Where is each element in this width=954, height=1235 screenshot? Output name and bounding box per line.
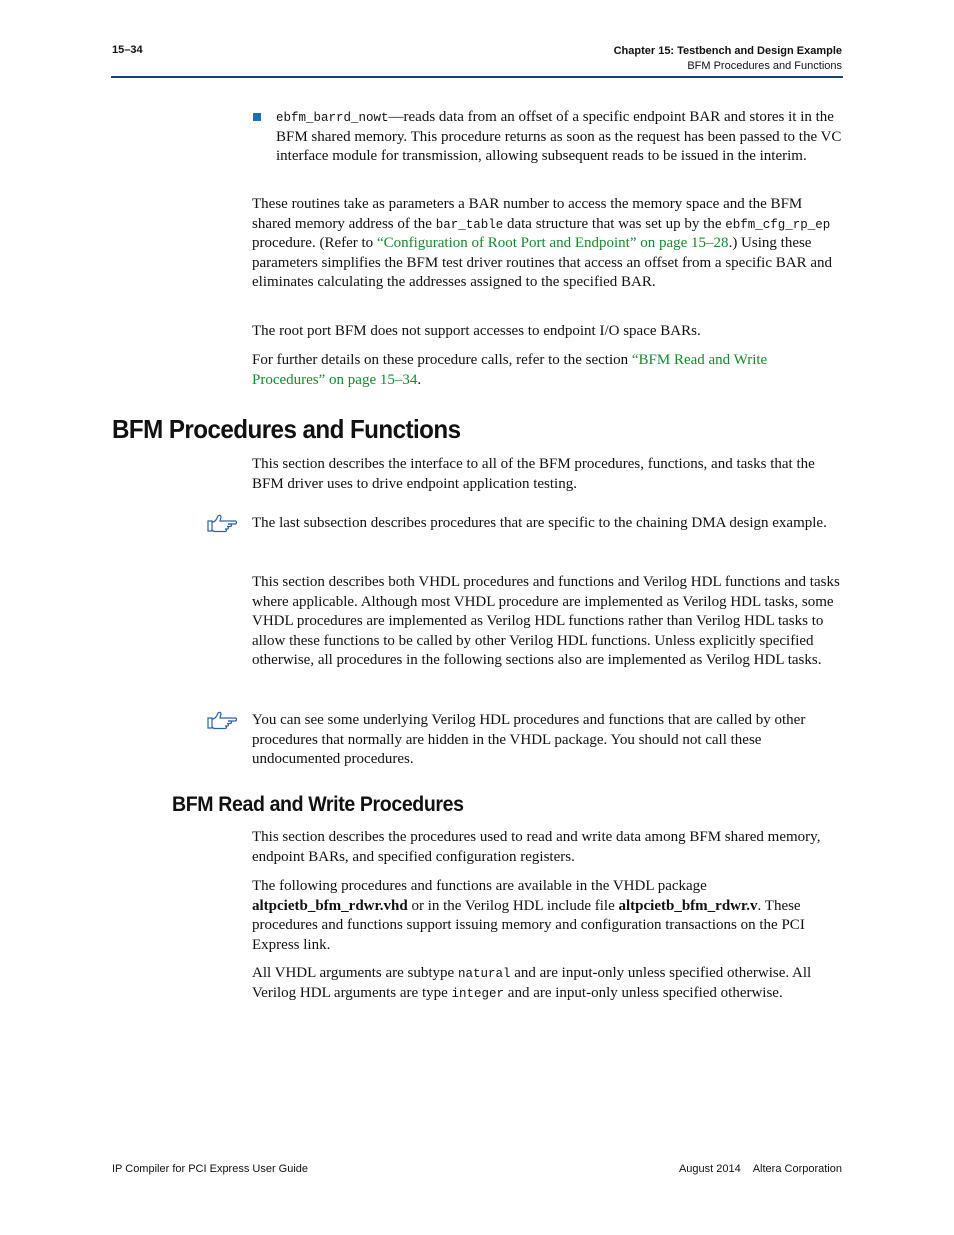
heading-bfm-read-write: BFM Read and Write Procedures bbox=[172, 793, 464, 816]
pointing-hand-note-icon bbox=[206, 514, 238, 534]
text-run: All VHDL arguments are subtype bbox=[252, 965, 458, 981]
text-run: and are input-only unless specified otherwise. bbox=[504, 984, 783, 1001]
file-name-vhd: altpcietb_bfm_rdwr.vhd bbox=[252, 897, 408, 914]
para-arguments bbox=[252, 964, 844, 1003]
bullet-item-text: —reads data from an offset of a specific endpoint BAR and stores it in the BFM shared memory. This procedure returns as soon as the request has been passed to the VC interface module for transmission, allowing subsequent reads to be issued in the interim. bbox=[276, 109, 842, 164]
footer-company: Altera Corporation bbox=[752, 1163, 842, 1175]
code-integer: integer bbox=[451, 986, 505, 1001]
para-rw-intro: This section describes the procedures used to read and write data among BFM shared memory, endpoint BARs, and specified configuration registers. bbox=[252, 829, 821, 865]
para-further-details bbox=[252, 351, 844, 390]
header-rule bbox=[111, 76, 843, 78]
text-run: and are input-only unless specified otherwise. All Verilog HDL arguments are type bbox=[252, 965, 812, 1001]
para-routines bbox=[252, 195, 844, 293]
text-run: or in the Verilog HDL include file bbox=[407, 897, 619, 914]
page-number: 15–34 bbox=[112, 44, 143, 56]
para-root-port: The root port BFM does not support accesses to endpoint I/O space BARs. bbox=[252, 323, 701, 339]
heading-bfm-procedures-functions: BFM Procedures and Functions bbox=[112, 414, 461, 444]
code-natural: natural bbox=[457, 967, 511, 981]
para-vhdl-verilog: This section describes both VHDL procedures and functions and Verilog HDL functions and tasks where applicable. Although most VHDL procedure are implemented as Verilog HDL tasks, some VHDL procedures are implemented as Verilog HDL functions rather than Verilog HDL tasks to allow these functions to be called by other Verilog HDL functions. Unless explicitly specified otherwise, all procedures in the following sections also are implemented as Verilog HDL tasks. bbox=[252, 574, 840, 668]
text-run: . These procedures and functions support issuing memory and configuration transactions on the PCI Express link. bbox=[252, 897, 805, 953]
code-ebfm-barrd-nowt: ebfm_barrd_nowt bbox=[276, 111, 389, 125]
footer-guide-title: IP Compiler for PCI Express User Guide bbox=[112, 1163, 309, 1175]
link-configuration-root-port[interactable]: “Configuration of Root Port and Endpoint” on page 15–28 bbox=[376, 235, 729, 251]
text-run: The following procedures and functions are available in the VHDL package bbox=[252, 878, 707, 894]
code-bar-table: bar_table bbox=[435, 217, 504, 232]
bullet-item-barrd-nowt bbox=[276, 108, 844, 167]
bullet-square-icon bbox=[253, 113, 261, 121]
para-packages bbox=[252, 877, 844, 955]
footer-date: August 2014 bbox=[678, 1163, 741, 1175]
text-run: .) Using these parameters simplifies the BFM test driver routines that access an offset from a specific BAR and eliminates calculating the addresses assigned to the specified BAR. bbox=[252, 235, 832, 290]
chapter-title: Chapter 15: Testbench and Design Example bbox=[613, 45, 842, 57]
footer-right bbox=[679, 1163, 842, 1175]
text-run: For further details on these procedure calls, refer to the section bbox=[252, 352, 632, 368]
text-run: procedure. (Refer to bbox=[252, 235, 377, 251]
text-run: . bbox=[417, 371, 422, 388]
text-run: These routines take as parameters a BAR number to access the memory space and the BFM shared memory address of the bbox=[252, 196, 803, 232]
section-title: BFM Procedures and Functions bbox=[687, 60, 842, 72]
code-ebfm-cfg-rp-ep: ebfm_cfg_rp_ep bbox=[725, 217, 831, 232]
note-undocumented-procedures: You can see some underlying Verilog HDL procedures and functions that are called by other procedures that normally are hidden in the VHDL package. You should not call these undocumented procedures. bbox=[252, 712, 806, 767]
file-name-v: altpcietb_bfm_rdwr.v bbox=[618, 897, 758, 914]
para-section-intro: This section describes the interface to all of the BFM procedures, functions, and tasks that the BFM driver uses to drive endpoint application testing. bbox=[252, 456, 815, 492]
running-header bbox=[614, 44, 842, 74]
link-bfm-read-write-procedures[interactable]: “BFM Read and Write Procedures” on page 15–34 bbox=[252, 352, 768, 388]
note-chaining-dma: The last subsection describes procedures that are specific to the chaining DMA design example. bbox=[252, 515, 827, 531]
pointing-hand-note-icon bbox=[206, 711, 238, 731]
text-run: data structure that was set up by the bbox=[503, 215, 726, 232]
